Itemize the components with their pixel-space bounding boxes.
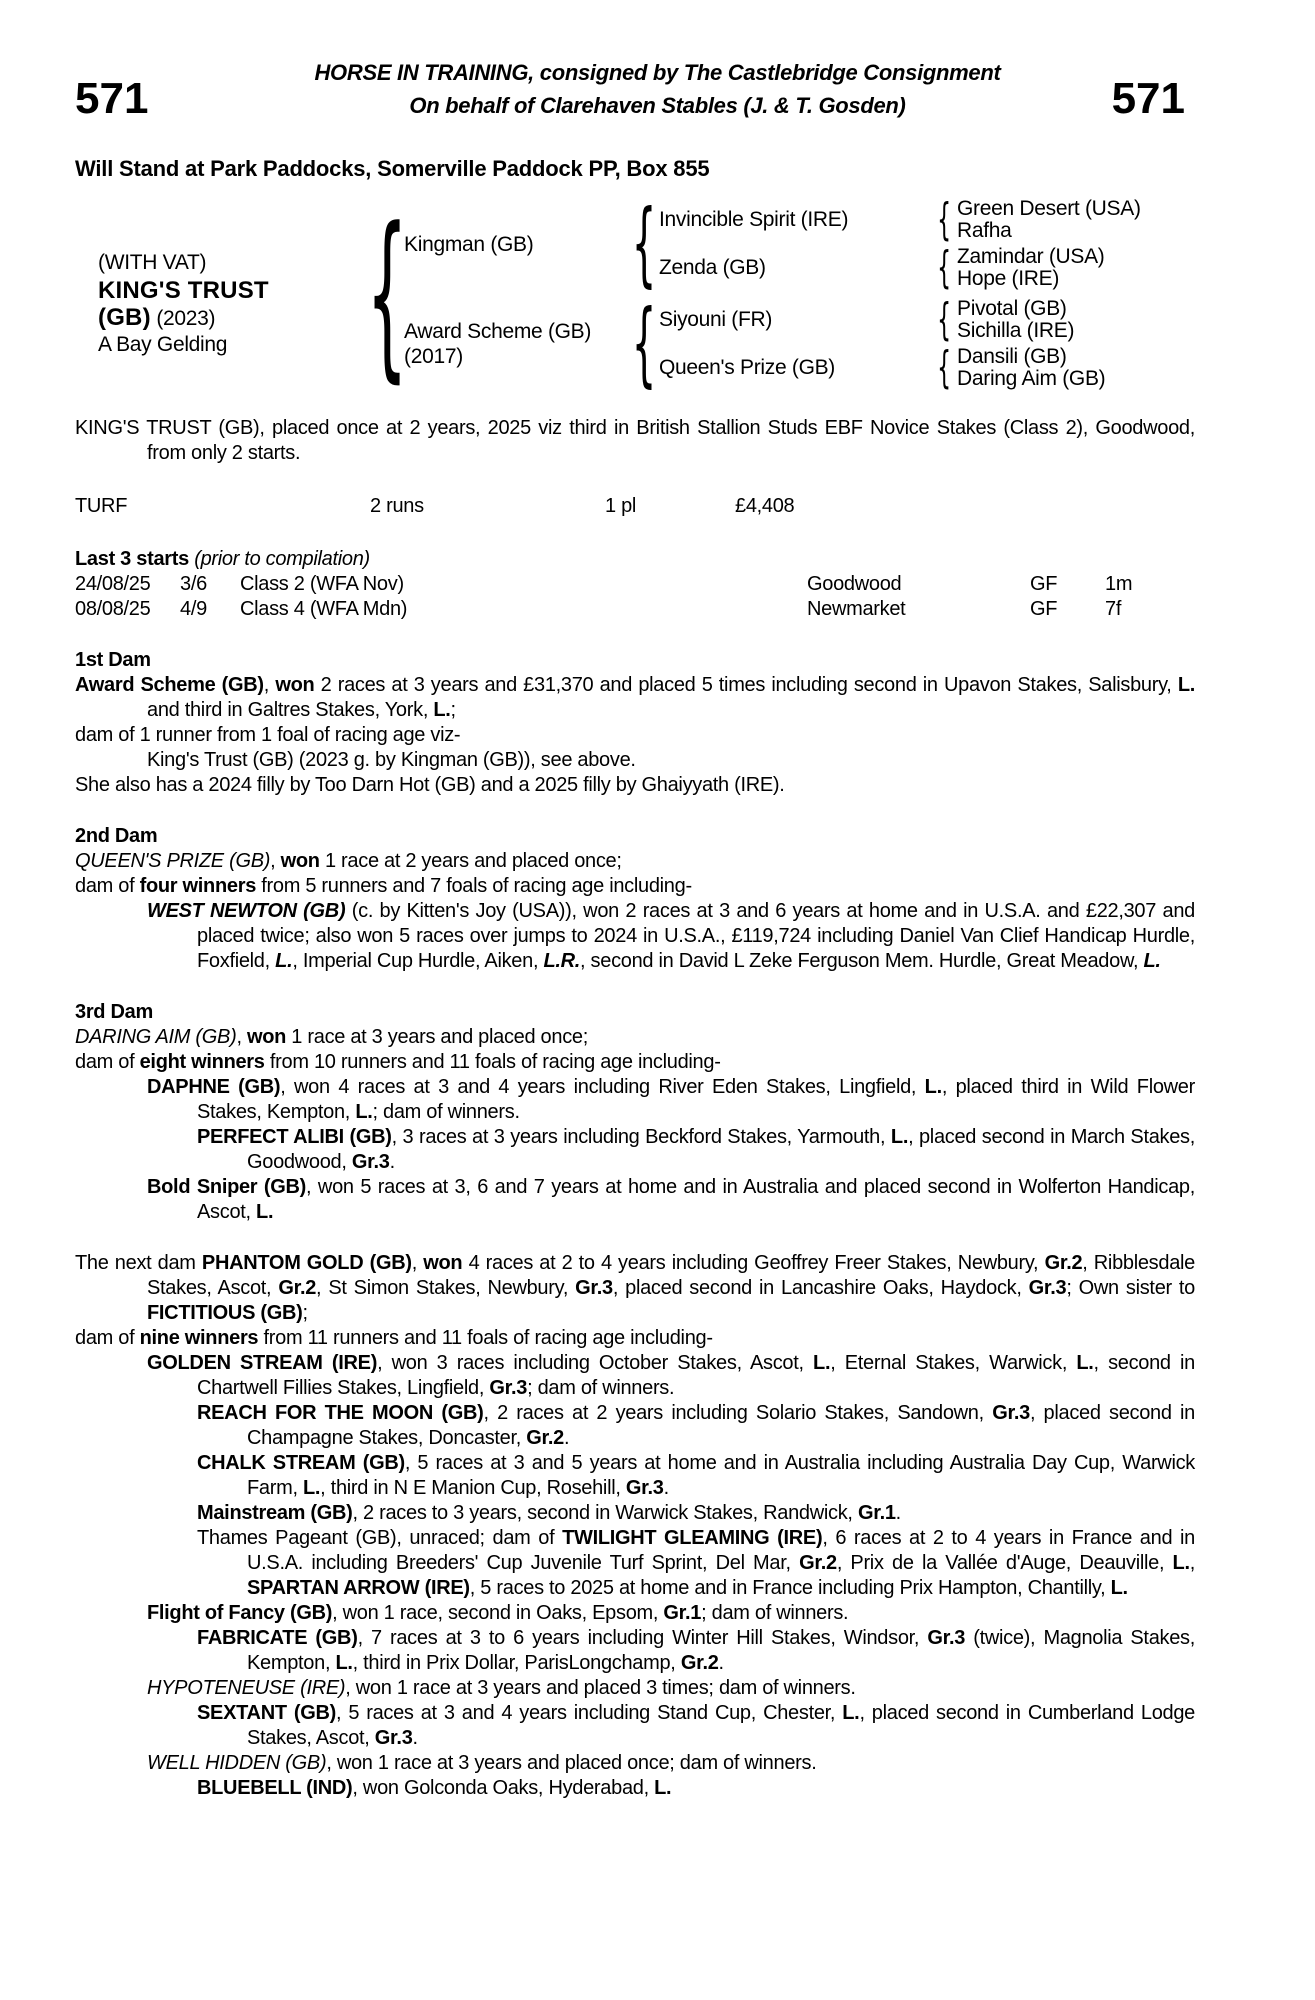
- last-starts-heading: [75, 547, 1195, 572]
- lot-number-left: 571: [75, 74, 149, 123]
- dam-sire-name: Siyouni (FR): [659, 308, 773, 331]
- race-row-dist: 7f: [1105, 598, 1122, 620]
- dam-heading: 1st Dam: [75, 649, 151, 671]
- race-row-date: 08/08/25: [75, 598, 151, 620]
- catalog-paragraph: dam of four winners from 5 runners and 7 foals of racing age including-: [75, 875, 692, 897]
- race-row-going: GF: [1030, 598, 1058, 620]
- dam-sire-sire: Pivotal (GB): [957, 297, 1067, 320]
- dam-brace: {: [631, 289, 657, 397]
- dam-name: Award Scheme (GB) (2017): [404, 319, 629, 369]
- pedigree-tree: [404, 189, 1141, 397]
- dam-year: (2017): [404, 345, 463, 368]
- dam-heading: 2nd Dam: [75, 825, 158, 847]
- stand-location-line: Will Stand at Park Paddocks, Somerville Paddock PP, Box 855: [75, 156, 710, 181]
- sire-block: [404, 189, 1141, 297]
- catalog-paragraph: CHALK STREAM (GB), 5 races at 3 and 5 years at home and in Australia including Australia Day Cup, Warwick Farm, L., third in N E Manion Cup, Rosehill, Gr.3.: [197, 1452, 1195, 1499]
- race-row-course: Goodwood: [807, 573, 902, 595]
- catalog-paragraph: The next dam PHANTOM GOLD (GB), won 4 races at 2 to 4 years including Geoffrey Freer Stakes, Newbury, Gr.2, Ribblesdale Stakes, Ascot, Gr.2, St Simon Stakes, Newbury, Gr.3, placed second in Lancashire Oaks, Haydock, Gr.3; Own sister to FICTITIOUS (GB);: [75, 1252, 1195, 1324]
- race-row: [75, 572, 1195, 597]
- dam-sire-dam: Sichilla (IRE): [957, 319, 1075, 342]
- sire-dam-name: Zenda (GB): [659, 256, 766, 279]
- dam-dam-sire: Dansili (GB): [957, 345, 1067, 368]
- catalog-paragraph: Bold Sniper (GB), won 5 races at 3, 6 and 7 years at home and in Australia and placed second in Wolferton Handicap, Ascot, L.: [147, 1176, 1195, 1223]
- catalog-paragraph: WELL HIDDEN (GB), won 1 race at 3 years and placed once; dam of winners.: [147, 1752, 817, 1774]
- horse-suffix-year: [98, 305, 370, 332]
- lot-info: [75, 198, 370, 390]
- pedigree-brace-main: {: [366, 189, 408, 399]
- vat-note: (WITH VAT): [98, 251, 207, 274]
- catalog-paragraph: Award Scheme (GB), won 2 races at 3 years and £31,370 and placed 5 times including second in Upavon Stakes, Salisbury, L. and third in Galtres Stakes, York, L.;: [75, 674, 1195, 721]
- catalog-paragraph: DARING AIM (GB), won 1 race at 3 years and placed once;: [75, 1026, 588, 1048]
- dam-sire-brace: {: [937, 294, 951, 346]
- catalog-paragraph: dam of 1 runner from 1 foal of racing age viz-: [75, 724, 461, 746]
- sire-sire-brace: {: [937, 194, 951, 246]
- catalog-paragraph: PERFECT ALIBI (GB), 3 races at 3 years including Beckford Stakes, Yarmouth, L., placed second in March Stakes, Goodwood, Gr.3.: [197, 1126, 1196, 1173]
- horse-suffix: (GB): [98, 304, 151, 331]
- race-summary: KING'S TRUST (GB), placed once at 2 years, 2025 viz third in British Stallion Studs EBF Novice Stakes (Class 2), Goodwood, from only 2 starts.: [75, 417, 1195, 464]
- sire-dam-block: [659, 242, 1141, 294]
- catalog-paragraph: REACH FOR THE MOON (GB), 2 races at 2 years including Solario Stakes, Sandown, Gr.3, placed second in Champagne Stakes, Doncaster, Gr.2.: [197, 1402, 1195, 1449]
- pedigree-table: [75, 189, 1315, 399]
- dam-dam-name: Queen's Prize (GB): [659, 356, 836, 379]
- stats-earnings: £4,408: [735, 495, 795, 517]
- horse-description: A Bay Gelding: [98, 333, 228, 356]
- horse-year: (2023): [156, 307, 216, 330]
- catalog-paragraph: DAPHNE (GB), won 4 races at 3 and 4 years including River Eden Stakes, Lingfield, L., placed third in Wild Flower Stakes, Kempton, L.; dam of winners.: [147, 1076, 1195, 1123]
- stats-surface: TURF: [75, 495, 128, 517]
- lot-number-right: 571: [1111, 74, 1185, 123]
- dam-dam-block: [659, 342, 1106, 394]
- dam-sire-block: [659, 294, 1105, 346]
- catalog-paragraph: King's Trust (GB) (2023 g. by Kingman (GB)), see above.: [147, 749, 636, 771]
- catalog-paragraph: Flight of Fancy (GB), won 1 race, second in Oaks, Epsom, Gr.1; dam of winners.: [147, 1602, 849, 1624]
- catalog-paragraph: She also has a 2024 filly by Too Darn Hot (GB) and a 2025 filly by Ghaiyyath (IRE).: [75, 774, 785, 796]
- catalog-paragraph: dam of eight winners from 10 runners and 11 foals of racing age including-: [75, 1051, 721, 1073]
- sire-name: Kingman (GB): [404, 232, 534, 256]
- catalog-paragraph: WEST NEWTON (GB) (c. by Kitten's Joy (USA)), won 2 races at 3 and 6 years at home and in U.S.A. and £22,307 and placed twice; also won 5 races over jumps to 2024 in U.S.A., £119,724 including Daniel Van Clief Handicap Hurdle, Foxfield, L., Imperial Cup Hurdle, Aiken, L.R., second in David L Zeke Ferguson Mem. Hurdle, Great Meadow, L.: [147, 900, 1195, 972]
- horse-name: KING'S TRUST: [98, 277, 269, 304]
- sire-dam-dam: Hope (IRE): [957, 267, 1060, 290]
- stats-placed: 1 pl: [605, 495, 637, 517]
- race-row-course: Newmarket: [807, 598, 906, 620]
- dam-dam-brace: {: [937, 342, 951, 394]
- race-row-race: Class 4 (WFA Mdn): [240, 598, 408, 620]
- race-row-race: Class 2 (WFA Nov): [240, 573, 404, 595]
- race-row-date: 24/08/25: [75, 573, 151, 595]
- catalog-paragraph: Thames Pageant (GB), unraced; dam of TWILIGHT GLEAMING (IRE), 6 races at 2 to 4 years in France and in U.S.A. including Breeders' Cup Juvenile Turf Sprint, Del Mar, Gr.2, Prix de la Vallée d'Auge, Deauville, L., SPARTAN ARROW (IRE), 5 races to 2025 at home and in France including Prix Hampton, Chantilly, L.: [197, 1527, 1195, 1599]
- on-behalf-line: On behalf of Clarehaven Stables (J. & T. Gosden): [409, 93, 906, 118]
- stats-row: [75, 494, 1195, 519]
- catalog-paragraph: QUEEN'S PRIZE (GB), won 1 race at 2 years and placed once;: [75, 850, 622, 872]
- sire-dam-brace: {: [937, 242, 951, 294]
- sire-sire-block: [659, 194, 1141, 246]
- catalog-paragraph: GOLDEN STREAM (IRE), won 3 races including October Stakes, Ascot, L., Eternal Stakes, Warwick, L., second in Chartwell Fillies Stakes, Lingfield, Gr.3; dam of winners.: [147, 1352, 1195, 1399]
- last-starts-rows: [75, 572, 1195, 622]
- dam-sections: [75, 648, 1195, 1801]
- dam-heading: 3rd Dam: [75, 1001, 153, 1023]
- race-row-dist: 1m: [1105, 573, 1133, 595]
- race-row-going: GF: [1030, 573, 1058, 595]
- sire-sire-dam: Rafha: [957, 219, 1012, 242]
- sire-brace: {: [631, 189, 657, 297]
- sire-sire-name: Invincible Spirit (IRE): [659, 208, 849, 231]
- race-row-pos: 3/6: [180, 573, 207, 595]
- catalog-paragraph: HYPOTENEUSE (IRE), won 1 race at 3 years and placed 3 times; dam of winners.: [147, 1677, 856, 1699]
- dam-dam-dam: Daring Aim (GB): [957, 367, 1106, 390]
- catalog-paragraph: Mainstream (GB), 2 races to 3 years, second in Warwick Stakes, Randwick, Gr.1.: [197, 1502, 901, 1524]
- sire-sire-sire: Green Desert (USA): [957, 197, 1141, 220]
- dam-block: [404, 289, 1141, 397]
- stats-runs: 2 runs: [370, 495, 424, 517]
- consignor-line: HORSE IN TRAINING, consigned by The Castlebridge Consignment: [314, 60, 1001, 85]
- catalog-body: [75, 416, 1195, 1801]
- catalog-paragraph: SEXTANT (GB), 5 races at 3 and 4 years including Stand Cup, Chester, L., placed second in Cumberland Lodge Stakes, Ascot, Gr.3.: [197, 1702, 1195, 1749]
- last-starts-heading-italic: (prior to compilation): [194, 548, 370, 570]
- sire-dam-sire: Zamindar (USA): [957, 245, 1105, 268]
- catalog-paragraph: BLUEBELL (IND), won Golconda Oaks, Hyderabad, L.: [197, 1777, 672, 1799]
- last-starts-heading-bold: Last 3 starts: [75, 548, 189, 570]
- catalog-paragraph: FABRICATE (GB), 7 races at 3 to 6 years including Winter Hill Stakes, Windsor, Gr.3 (twice), Magnolia Stakes, Kempton, L., third in Prix Dollar, ParisLongchamp, Gr.2.: [197, 1627, 1195, 1674]
- page-header: [0, 56, 1315, 152]
- catalog-paragraph: dam of nine winners from 11 runners and 11 foals of racing age including-: [75, 1327, 713, 1349]
- race-row: [75, 597, 1195, 622]
- race-row-pos: 4/9: [180, 598, 207, 620]
